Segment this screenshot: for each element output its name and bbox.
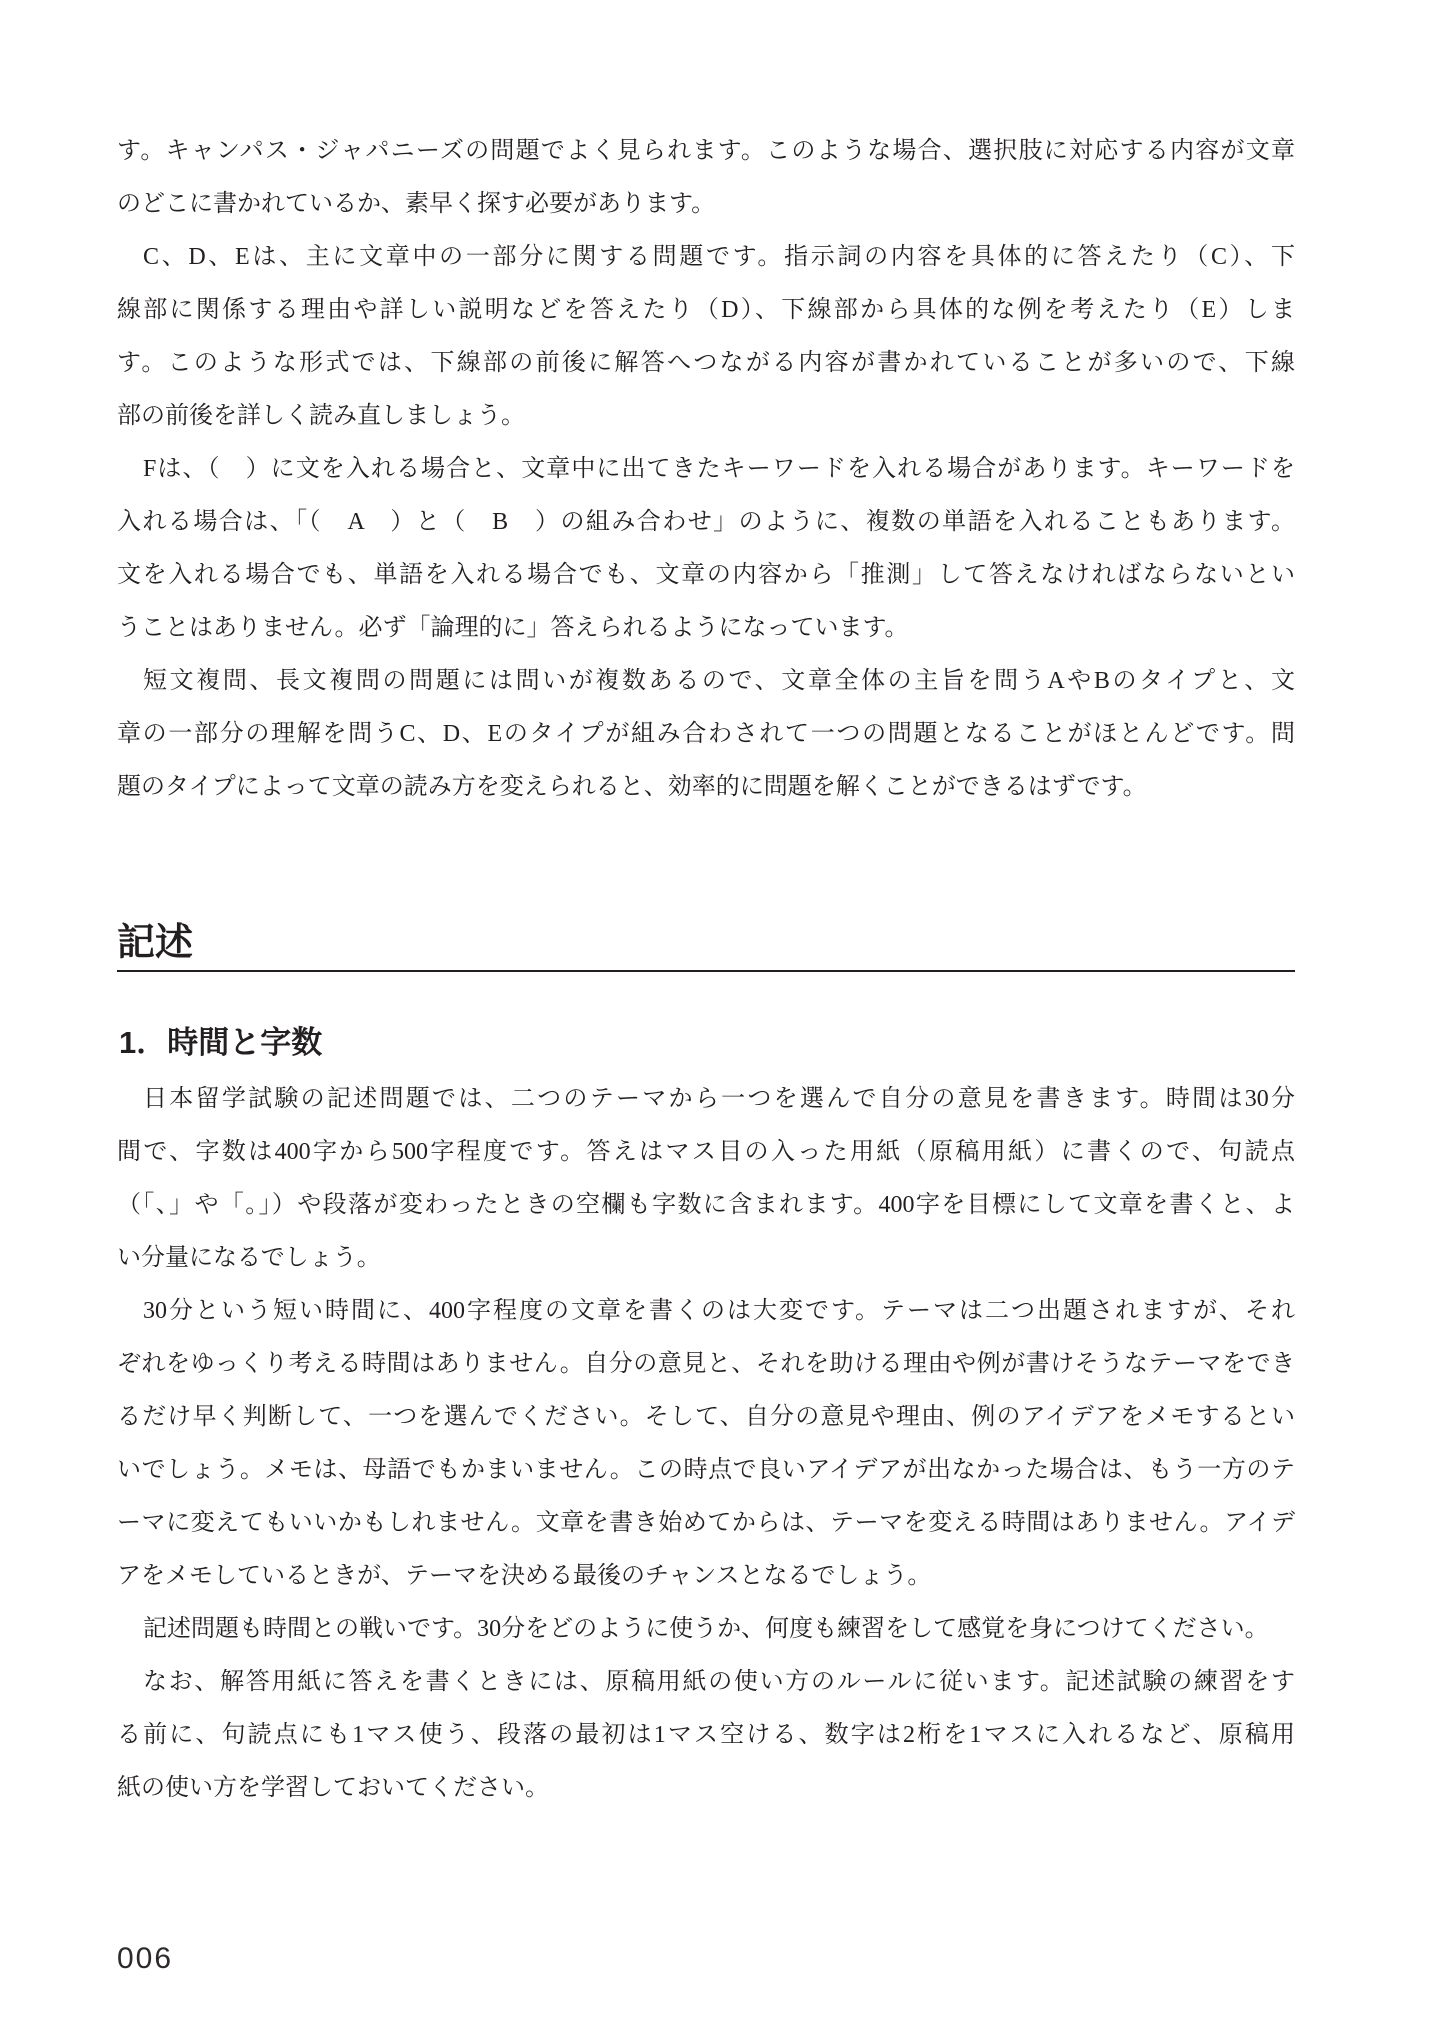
text-line: 題のタイプによって文章の読み方を変えられると、効率的に問題を解くことができるはずです。	[117, 774, 1147, 800]
text-line: 章の一部分の理解を問うC、D、Eのタイプが組み合わされて一つの問題となることがほとんどです。問	[117, 721, 1295, 747]
paragraph	[117, 443, 1295, 655]
text-line: ーマに変えてもいいかもしれません。文章を書き始めてからは、テーマを変える時間はありません。アイデ	[117, 1510, 1295, 1536]
paragraph	[117, 1603, 1295, 1656]
text-line: 文を入れる場合でも、単語を入れる場合でも、文章の内容から「推測」して答えなければならないとい	[117, 562, 1295, 588]
chapter-heading-kijutsu: 記述	[117, 922, 194, 964]
paragraph	[117, 1656, 1295, 1815]
text-line: 短文複問、長文複問の問題には問いが複数あるので、文章全体の主旨を問うAやBのタイプと、文	[143, 668, 1295, 694]
text-line: ぞれをゆっくり考える時間はありません。自分の意見と、それを助ける理由や例が書けそうなテーマをでき	[117, 1351, 1295, 1377]
text-line: い分量になるでしょう。	[117, 1245, 381, 1271]
text-line: Fは、（ ）に文を入れる場合と、文章中に出てきたキーワードを入れる場合があります。キーワードを	[143, 456, 1295, 482]
text-line: す。キャンパス・ジャパニーズの問題でよく見られます。このような場合、選択肢に対応する内容が文章	[117, 138, 1295, 164]
text-line: 間で、字数は400字から500字程度です。答えはマス目の入った用紙（原稿用紙）に書くので、句読点	[117, 1139, 1295, 1165]
paragraph	[117, 231, 1295, 443]
paragraph	[117, 1073, 1295, 1285]
text-line: る前に、句読点にも1マス使う、段落の最初は1マス空ける、数字は2桁を1マスに入れるなど、原稿用	[117, 1722, 1295, 1748]
kijutsu-text-block	[117, 1073, 1295, 1815]
text-line: 30分という短い時間に、400字程度の文章を書くのは大変です。テーマは二つ出題されますが、それ	[143, 1298, 1295, 1324]
text-line: す。このような形式では、下線部の前後に解答へつながる内容が書かれていることが多いので、下線	[117, 350, 1295, 376]
text-line: なお、解答用紙に答えを書くときには、原稿用紙の使い方のルールに従います。記述試験の練習をす	[143, 1669, 1295, 1695]
text-line: 日本留学試験の記述問題では、二つのテーマから一つを選んで自分の意見を書きます。時間は30分	[143, 1086, 1295, 1112]
paragraph	[117, 1285, 1295, 1603]
text-line: （「、」や「。」）や段落が変わったときの空欄も字数に含まれます。400字を目標にして文章を書くと、よ	[117, 1192, 1295, 1218]
text-line: 部の前後を詳しく読み直しましょう。	[117, 403, 525, 429]
text-line: いでしょう。メモは、母語でもかまいません。この時点で良いアイデアが出なかった場合は、もう一方のテ	[117, 1457, 1295, 1483]
text-line: のどこに書かれているか、素早く探す必要があります。	[117, 191, 716, 217]
subsection-heading-time-and-characters: 1．時間と字数	[119, 1025, 323, 1060]
text-line: るだけ早く判断して、一つを選んでください。そして、自分の意見や理由、例のアイデアをメモするとい	[117, 1404, 1295, 1430]
paragraph	[117, 125, 1295, 231]
text-line: C、D、Eは、主に文章中の一部分に関する問題です。指示詞の内容を具体的に答えたり（C）、下	[143, 244, 1295, 270]
text-line: 紙の使い方を学習しておいてください。	[117, 1775, 549, 1801]
text-line: アをメモしているときが、テーマを決める最後のチャンスとなるでしょう。	[117, 1563, 932, 1589]
text-line: 記述問題も時間との戦いです。30分をどのように使うか、何度も練習をして感覚を身につけてください。	[143, 1616, 1269, 1642]
text-line: うことはありません。必ず「論理的に」答えられるようになっています。	[117, 615, 909, 641]
text-line: 入れる場合は、「（ A ）と（ B ）の組み合わせ」のように、複数の単語を入れることもあります。	[117, 509, 1295, 535]
heading-underline	[117, 970, 1295, 972]
reading-tips-text-block	[117, 125, 1295, 814]
text-line: 線部に関係する理由や詳しい説明などを答えたり（D）、下線部から具体的な例を考えたり（E）しま	[117, 297, 1295, 323]
page-number: 006	[117, 1942, 174, 1975]
paragraph	[117, 655, 1295, 814]
